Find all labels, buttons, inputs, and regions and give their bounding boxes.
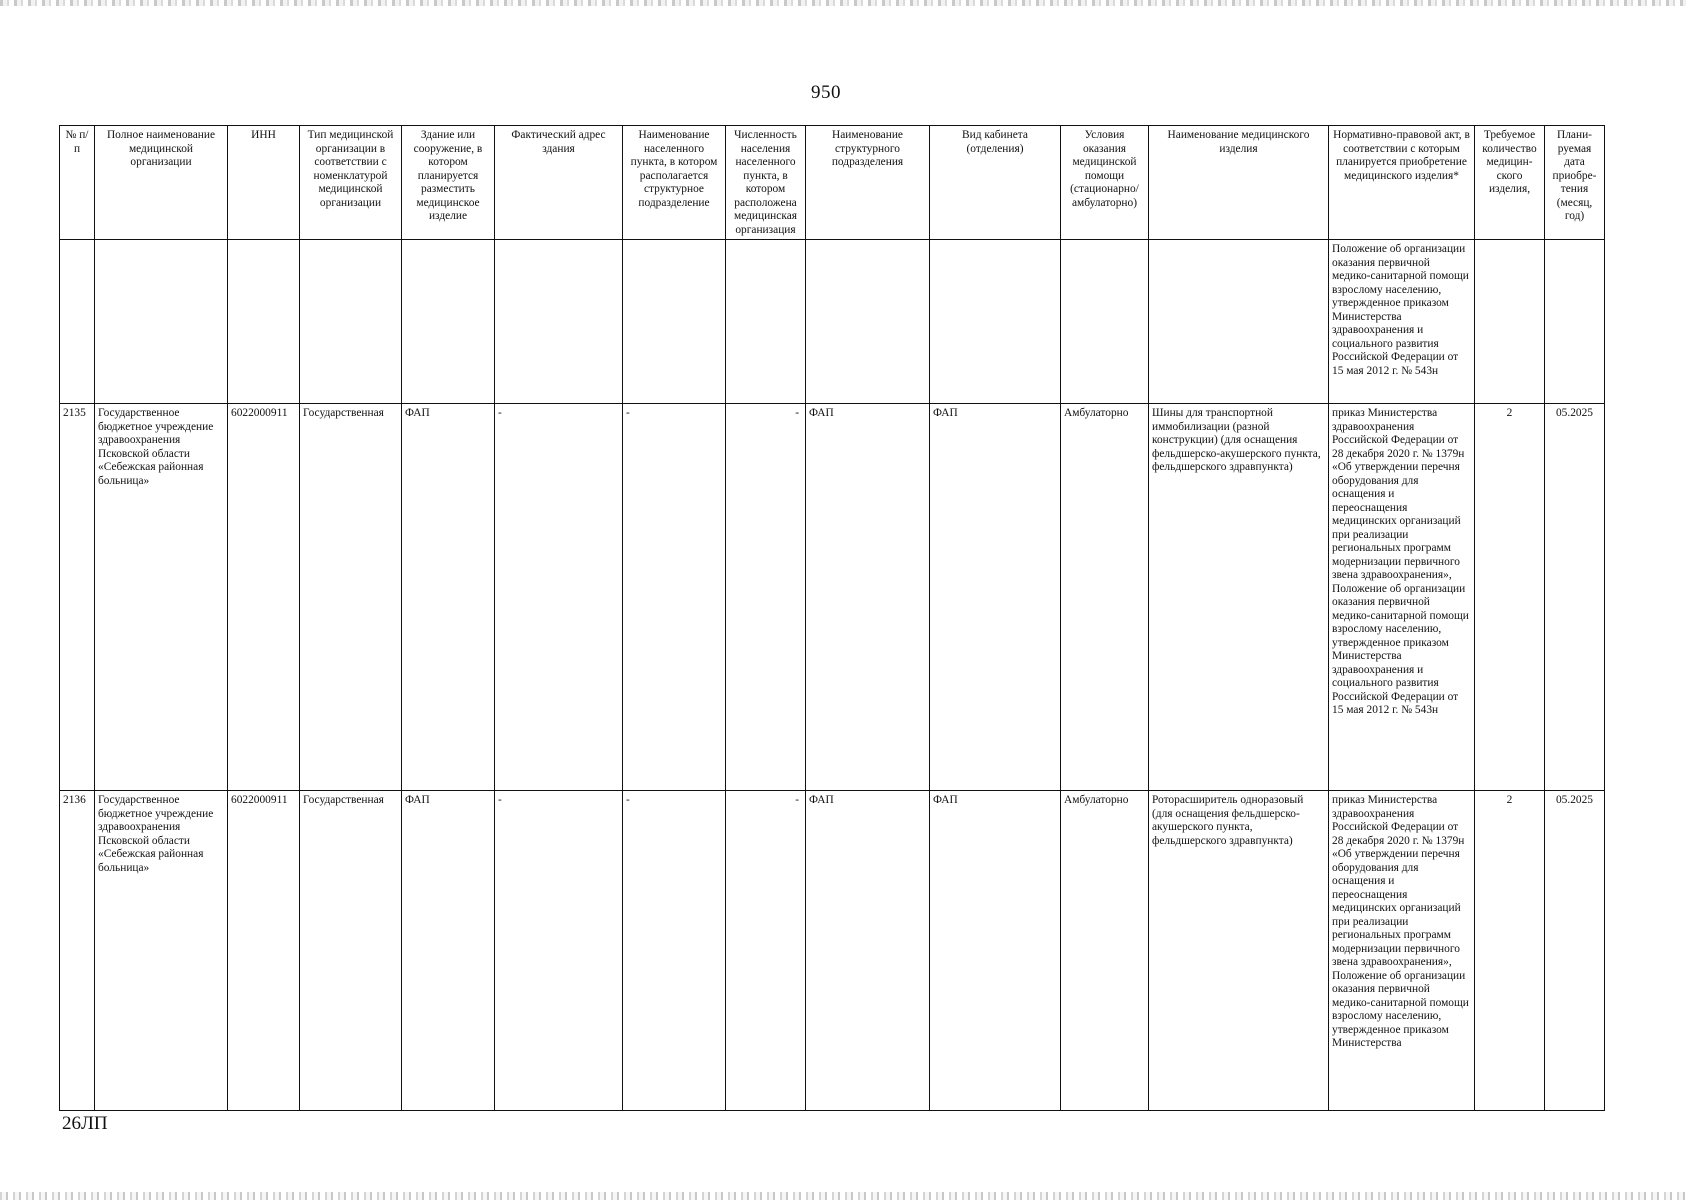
cell-address: -	[495, 404, 623, 791]
cell-num: 2135	[60, 404, 95, 791]
cell-settlement: -	[623, 404, 726, 791]
cell-act: приказ Министерства здравоохранения Российской Федерации от 28 декабря 2020 г. № 1379н «Об утверждении перечня оборудования для оснащения и переоснащения медицинских организаций при реализации региональных программ модернизации первичного звена здравоохранения», Положение об организации оказания первичной медико-санитарной помощи взрослому населению, утвержденное приказом Министерства	[1329, 791, 1475, 1111]
col-header-qty: Требуемое количество медицин-ского изделия,	[1475, 126, 1545, 240]
cell-empty	[1149, 240, 1329, 404]
cell-population: -	[726, 404, 806, 791]
cell-empty	[930, 240, 1061, 404]
cell-date: 05.2025	[1545, 404, 1605, 791]
cell-settlement: -	[623, 791, 726, 1111]
cell-conditions: Амбулаторно	[1061, 791, 1149, 1111]
col-header-type: Тип медицинской организации в соответствии с номенклатурой медицинской организации	[300, 126, 402, 240]
cell-building: ФАП	[402, 404, 495, 791]
cell-act: Положение об организации оказания первичной медико-санитарной помощи взрослому населению, утвержденное приказом Министерства здравоохранения и социального развития Российской Федерации от 15 мая 2012 г. № 543н	[1329, 240, 1475, 404]
col-header-inn: ИНН	[228, 126, 300, 240]
cell-empty	[806, 240, 930, 404]
cell-cabinet: ФАП	[930, 791, 1061, 1111]
cell-qty: 2	[1475, 791, 1545, 1111]
cell-unit: ФАП	[806, 404, 930, 791]
cell-conditions: Амбулаторно	[1061, 404, 1149, 791]
cell-empty	[726, 240, 806, 404]
cell-empty	[495, 240, 623, 404]
cell-qty: 2	[1475, 404, 1545, 791]
equipment-table	[59, 125, 1605, 1111]
col-header-population: Численность населения населенного пункта, в котором расположена медицинская организация	[726, 126, 806, 240]
col-header-org: Полное наименование медицинской организации	[95, 126, 228, 240]
cell-empty	[623, 240, 726, 404]
col-header-address: Фактический адрес здания	[495, 126, 623, 240]
cell-address: -	[495, 791, 623, 1111]
cell-empty	[300, 240, 402, 404]
col-header-device: Наименование медицинского изделия	[1149, 126, 1329, 240]
cell-type: Государственная	[300, 791, 402, 1111]
cell-type: Государственная	[300, 404, 402, 791]
cell-org: Государственное бюджетное учреждение здравоохранения Псковской области «Себежская районная больница»	[95, 791, 228, 1111]
col-header-cabinet: Вид кабинета (отделения)	[930, 126, 1061, 240]
col-header-unit: Наименование структурного подразделения	[806, 126, 930, 240]
table-row	[60, 791, 1605, 1111]
cell-empty	[1061, 240, 1149, 404]
footer-code: 26ЛП	[62, 1113, 108, 1134]
col-header-num: № п/п	[60, 126, 95, 240]
cell-device: Роторасширитель одноразовый (для оснащения фельдшерско-акушерского пункта, фельдшерского здравпункта)	[1149, 791, 1329, 1111]
cell-date: 05.2025	[1545, 791, 1605, 1111]
scan-edge-top	[0, 0, 1686, 6]
col-header-conditions: Условия оказания медицинской помощи (стационарно/ амбулаторно)	[1061, 126, 1149, 240]
cell-unit: ФАП	[806, 791, 930, 1111]
table-header-row	[60, 126, 1605, 240]
cell-empty	[1545, 240, 1605, 404]
col-header-building: Здание или сооружение, в котором планируется разместить медицинское изделие	[402, 126, 495, 240]
col-header-settlement: Наименование населенного пункта, в котором располагается структурное подразделение	[623, 126, 726, 240]
cell-org: Государственное бюджетное учреждение здравоохранения Псковской области «Себежская районная больница»	[95, 404, 228, 791]
cell-inn: 6022000911	[228, 404, 300, 791]
col-header-date: Плани-руемая дата приобре-тения (месяц, год)	[1545, 126, 1605, 240]
cell-population: -	[726, 791, 806, 1111]
cell-inn: 6022000911	[228, 791, 300, 1111]
page-number: 950	[811, 82, 841, 103]
col-header-act: Нормативно-правовой акт, в соответствии с которым планируется приобретение медицинского изделия*	[1329, 126, 1475, 240]
cell-cabinet: ФАП	[930, 404, 1061, 791]
scan-edge-bottom	[0, 1192, 1686, 1200]
table-row-continuation	[60, 240, 1605, 404]
cell-empty	[1475, 240, 1545, 404]
cell-empty	[402, 240, 495, 404]
cell-empty	[228, 240, 300, 404]
cell-act: приказ Министерства здравоохранения Российской Федерации от 28 декабря 2020 г. № 1379н «Об утверждении перечня оборудования для оснащения и переоснащения медицинских организаций при реализации региональных программ модернизации первичного звена здравоохранения», Положение об организации оказания первичной медико-санитарной помощи взрослому населению, утвержденное приказом Министерства здравоохранения и социального развития Российской Федерации от 15 мая 2012 г. № 543н	[1329, 404, 1475, 791]
cell-building: ФАП	[402, 791, 495, 1111]
cell-num: 2136	[60, 791, 95, 1111]
cell-empty	[95, 240, 228, 404]
cell-empty	[60, 240, 95, 404]
table-row	[60, 404, 1605, 791]
cell-device: Шины для транспортной иммобилизации (разной конструкции) (для оснащения фельдшерско-акушерского пункта, фельдшерского здравпункта)	[1149, 404, 1329, 791]
